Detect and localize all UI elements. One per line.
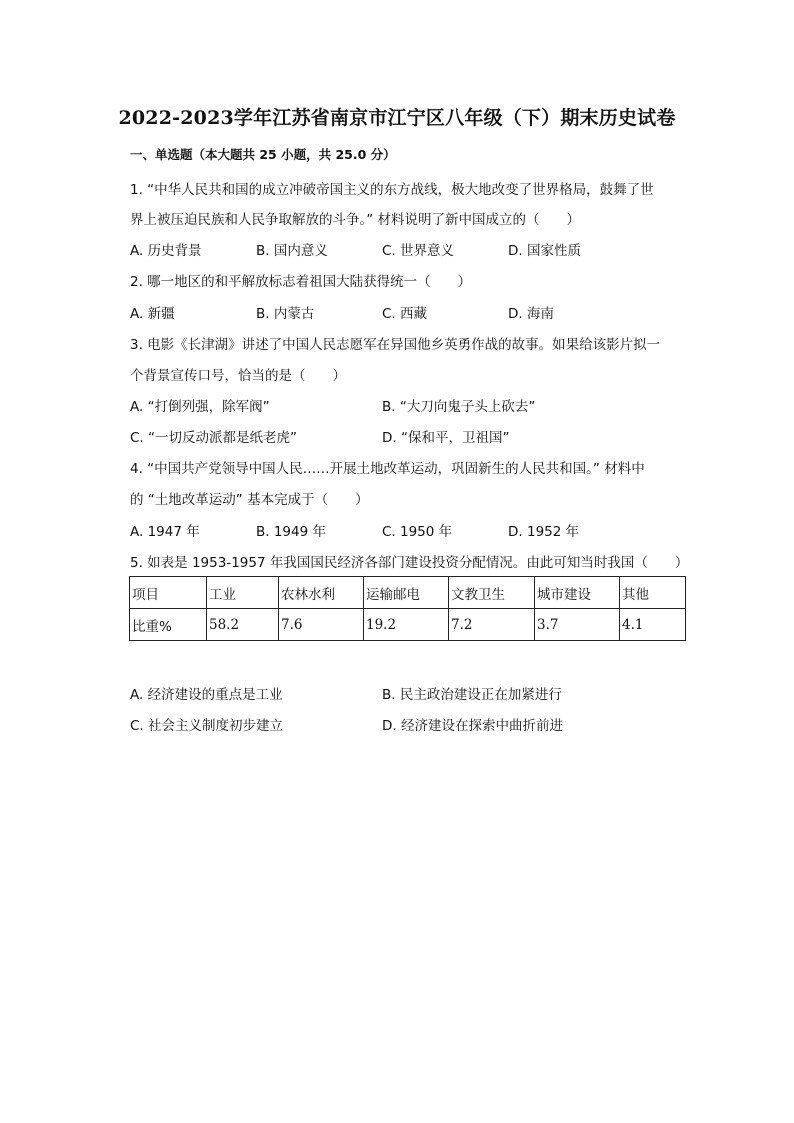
question-3-line-2: 个背景宣传口号，恰当的是（ ） <box>130 368 346 384</box>
table-cell: 58.2 <box>207 609 279 641</box>
question-5-option-b: B. 民主政治建设正在加紧进行 <box>382 687 562 703</box>
section-heading: 一、单选题（本大题共 25 小题，共 25.0 分） <box>130 147 396 162</box>
question-1-line-2: 界上被压迫民族和人民争取解放的斗争。” 材料说明了新中国成立的（ ） <box>130 212 581 228</box>
question-4-option-d: D. 1952 年 <box>508 524 580 540</box>
question-4-line-2: 的 “土地改革运动” 基本完成于（ ） <box>130 492 369 508</box>
question-4-option-a: A. 1947 年 <box>130 524 200 540</box>
table-cell: 3.7 <box>535 609 620 641</box>
table-cell: 文教卫生 <box>449 577 535 609</box>
question-3-option-b: B. “大刀向鬼子头上砍去” <box>382 399 536 415</box>
table-cell: 4.1 <box>620 609 686 641</box>
table-cell: 农林水利 <box>279 577 364 609</box>
table-header-row <box>130 577 686 609</box>
table-row <box>130 609 686 641</box>
question-5-option-a: A. 经济建设的重点是工业 <box>130 687 283 703</box>
question-1-option-c: C. 世界意义 <box>382 243 455 259</box>
question-1-option-b: B. 国内意义 <box>256 243 328 259</box>
question-1-option-a: A. 历史背景 <box>130 243 202 259</box>
investment-table <box>129 576 686 641</box>
table-cell: 其他 <box>620 577 686 609</box>
table-cell: 7.2 <box>449 609 535 641</box>
question-4-line-1: 4. “中国共产党领导中国人民……开展土地改革运动，巩固新生的人民共和国。” 材料中 <box>130 461 645 477</box>
table-cell: 项目 <box>130 577 207 609</box>
question-3-line-1: 3. 电影《长津湖》讲述了中国人民志愿军在异国他乡英勇作战的故事。如果给该影片拟一 <box>130 337 661 353</box>
question-2-option-b: B. 内蒙古 <box>256 306 315 322</box>
table-cell: 7.6 <box>279 609 364 641</box>
page-title: 2022-2023学年江苏省南京市江宁区八年级（下）期末历史试卷 <box>118 107 676 129</box>
question-3-option-d: D. “保和平，卫祖国” <box>382 430 510 446</box>
table-cell: 19.2 <box>364 609 449 641</box>
table-cell: 运输邮电 <box>364 577 449 609</box>
question-1-option-d: D. 国家性质 <box>508 243 581 259</box>
question-2-line-1: 2. 哪一地区的和平解放标志着祖国大陆获得统一（ ） <box>130 274 472 290</box>
question-2-option-a: A. 新疆 <box>130 306 175 322</box>
table-cell: 城市建设 <box>535 577 620 609</box>
question-4-option-c: C. 1950 年 <box>382 524 453 540</box>
question-2-option-c: C. 西藏 <box>382 306 428 322</box>
question-5-option-d: D. 经济建设在探索中曲折前进 <box>382 718 563 734</box>
question-1-line-1: 1. “中华人民共和国的成立冲破帝国主义的东方战线，极大地改变了世界格局，鼓舞了世 <box>130 182 654 198</box>
question-3-option-a: A. “打倒列强，除军阀” <box>130 399 270 415</box>
question-2-option-d: D. 海南 <box>508 306 554 322</box>
question-4-option-b: B. 1949 年 <box>256 524 326 540</box>
table-cell: 比重% <box>130 609 207 641</box>
table-cell: 工业 <box>207 577 279 609</box>
question-5-line-1: 5. 如表是 1953-1957 年我国国民经济各部门建设投资分配情况。由此可知当时我国（ ） <box>130 555 689 571</box>
question-5-option-c: C. 社会主义制度初步建立 <box>130 718 284 734</box>
question-3-option-c: C. “一切反动派都是纸老虎” <box>130 430 297 446</box>
